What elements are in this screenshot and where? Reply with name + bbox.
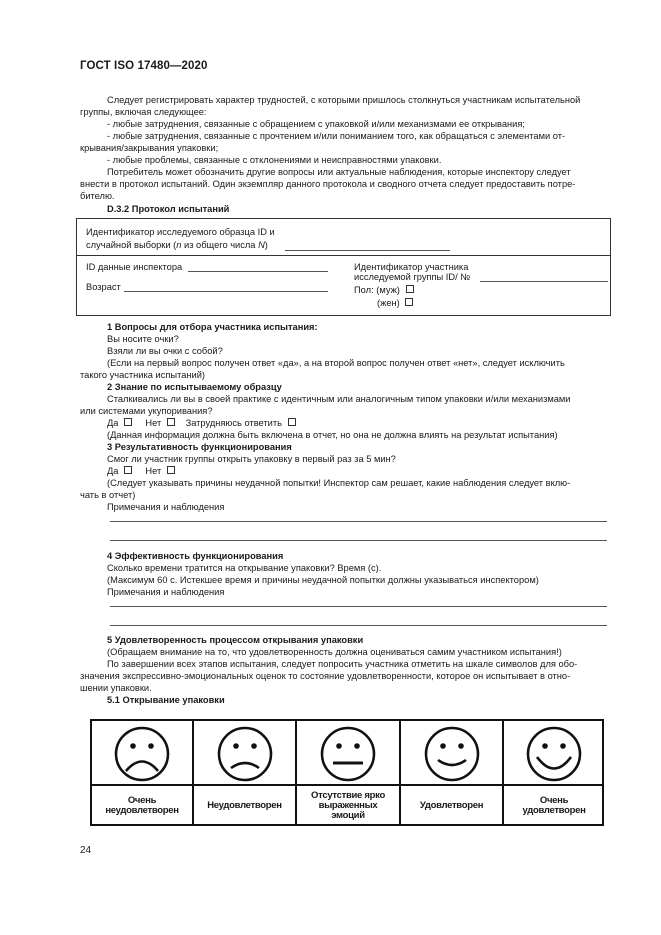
question-text: По завершении всех этапов испытания, следует попросить участника отметить на шкале символов для обо- bbox=[107, 659, 578, 669]
question-title: 1 Вопросы для отбора участника испытания: bbox=[107, 322, 318, 332]
age-field[interactable] bbox=[124, 291, 328, 292]
scale-label: Отсутствие ярко выраженных эмоций bbox=[311, 789, 385, 821]
scale-option-very-satisfied[interactable] bbox=[504, 721, 604, 824]
question-text: (Данная информация должна быть включена в отчет, но она не должна влиять на результат испытания) bbox=[107, 430, 558, 440]
question-text: чать в отчет) bbox=[80, 490, 136, 500]
female-checkbox[interactable] bbox=[405, 298, 413, 306]
intro-text: Следует регистрировать характер трудностей, с которыми пришлось столкнуться участникам испытательной bbox=[107, 95, 581, 105]
bullet-item: - любые проблемы, связанные с отклонениями и неисправностями упаковки. bbox=[107, 155, 442, 165]
sample-id-field[interactable] bbox=[285, 250, 450, 251]
very-sad-face-icon bbox=[112, 724, 172, 784]
question-title: 2 Знание по испытываемому образцу bbox=[107, 382, 282, 392]
question-title: 5 Удовлетворенность процессом открывания упаковки bbox=[107, 635, 364, 645]
scale-option-very-unsatisfied[interactable] bbox=[92, 721, 192, 824]
form-divider bbox=[77, 255, 610, 256]
scale-label: Очень неудовлетворен bbox=[105, 794, 179, 816]
question-text: Сталкивались ли вы в своей практике с идентичным или аналогичным типом упаковки и/или механизмами bbox=[107, 394, 571, 404]
question-title: 3 Результативность функционирования bbox=[107, 442, 292, 452]
scale-label: Очень удовлетворен bbox=[522, 794, 586, 816]
neutral-face-icon bbox=[318, 724, 378, 784]
notes-field[interactable] bbox=[110, 521, 607, 522]
question-text: или системами укупоривания? bbox=[80, 406, 213, 416]
intro-text: группы, включая следующее: bbox=[80, 107, 207, 117]
question-text: (Обращаем внимание на то, что удовлетворенность должна оцениваться самим участником испытания!) bbox=[107, 647, 562, 657]
page-number: 24 bbox=[80, 845, 92, 856]
intro-text: Потребитель может обозначить другие вопросы или актуальные наблюдения, которые инспектору следует bbox=[107, 167, 571, 177]
subsection-title: 5.1 Открывание упаковки bbox=[107, 695, 225, 705]
answer-options: Да Нет Затрудняюсь ответить bbox=[107, 417, 299, 429]
unsure-checkbox[interactable] bbox=[288, 418, 296, 426]
question-text: Взяли ли вы очки с собой? bbox=[107, 346, 223, 356]
scale-option-unsatisfied[interactable] bbox=[194, 721, 295, 824]
inspector-field[interactable] bbox=[188, 271, 328, 272]
sex-male-label: Пол: (муж) bbox=[354, 284, 417, 296]
participant-id-label: Идентификатор участника bbox=[354, 262, 469, 272]
happy-face-icon bbox=[422, 724, 482, 784]
intro-text: внести в протокол испытаний. Один экземпляр данного протокола и сводного отчета следует предоставить потре- bbox=[80, 179, 576, 189]
sample-id-label: Идентификатор исследуемого образца ID и bbox=[86, 227, 275, 237]
no-checkbox[interactable] bbox=[167, 418, 175, 426]
question-text: такого участника испытаний) bbox=[80, 370, 206, 380]
yes-checkbox[interactable] bbox=[124, 466, 132, 474]
scale-label: Неудовлетворен bbox=[207, 799, 282, 811]
scale-option-neutral[interactable] bbox=[297, 721, 399, 824]
question-text: Смог ли участник группы открыть упаковку в первый раз за 5 мин? bbox=[107, 454, 396, 464]
question-title: 4 Эффективность функционирования bbox=[107, 551, 284, 561]
notes-field[interactable] bbox=[110, 606, 607, 607]
age-label: Возраст bbox=[86, 282, 121, 292]
scale-label: Удовлетворен bbox=[419, 799, 484, 811]
bullet-item: крывания/закрывания упаковки; bbox=[80, 143, 219, 153]
question-text: Сколько времени тратится на открывание упаковки? Время (с). bbox=[107, 563, 382, 573]
yes-checkbox[interactable] bbox=[124, 418, 132, 426]
question-text: Вы носите очки? bbox=[107, 334, 179, 344]
document-code: ГОСТ ISO 17480—2020 bbox=[80, 60, 208, 72]
bullet-item: - любые затруднения, связанные с обращением с упаковкой и/или механизмами ее открывания; bbox=[107, 119, 525, 129]
no-checkbox[interactable] bbox=[167, 466, 175, 474]
male-checkbox[interactable] bbox=[406, 285, 414, 293]
question-text: значения экспрессивно-эмоциональных оценок то состояние удовлетворенности, которое он испытывает в отно- bbox=[80, 671, 571, 681]
notes-label: Примечания и наблюдения bbox=[107, 587, 225, 597]
satisfaction-scale bbox=[90, 719, 604, 826]
very-happy-face-icon bbox=[524, 724, 584, 784]
inspector-label: ID данные инспектора bbox=[86, 262, 183, 272]
participant-id-field[interactable] bbox=[480, 281, 608, 282]
notes-label: Примечания и наблюдения bbox=[107, 502, 225, 512]
participant-id-label: исследуемой группы ID/ № bbox=[354, 272, 471, 282]
sad-face-icon bbox=[215, 724, 275, 784]
intro-text: бителю. bbox=[80, 191, 115, 201]
section-title: D.3.2 Протокол испытаний bbox=[107, 204, 230, 214]
question-text: (Максимум 60 с. Истекшее время и причины неудачной попытки должны указываться инспектором) bbox=[107, 575, 539, 585]
question-text: (Если на первый вопрос получен ответ «да», а на второй вопрос получен ответ «нет», следует исключить bbox=[107, 358, 565, 368]
notes-field[interactable] bbox=[110, 540, 607, 541]
notes-field[interactable] bbox=[110, 625, 607, 626]
scale-option-satisfied[interactable] bbox=[401, 721, 502, 824]
question-text: (Следует указывать причины неудачной попытки! Инспектор сам решает, какие наблюдения следует вклю- bbox=[107, 478, 571, 488]
sex-female-label: (жен) bbox=[377, 297, 416, 309]
bullet-item: - любые затруднения, связанные с прочтением и/или пониманием того, как обращаться с элементами от- bbox=[107, 131, 566, 141]
answer-options: Да Нет bbox=[107, 465, 178, 477]
sample-id-label: случайной выборки (n из общего числа N) bbox=[86, 240, 268, 250]
question-text: шении упаковки. bbox=[80, 683, 152, 693]
